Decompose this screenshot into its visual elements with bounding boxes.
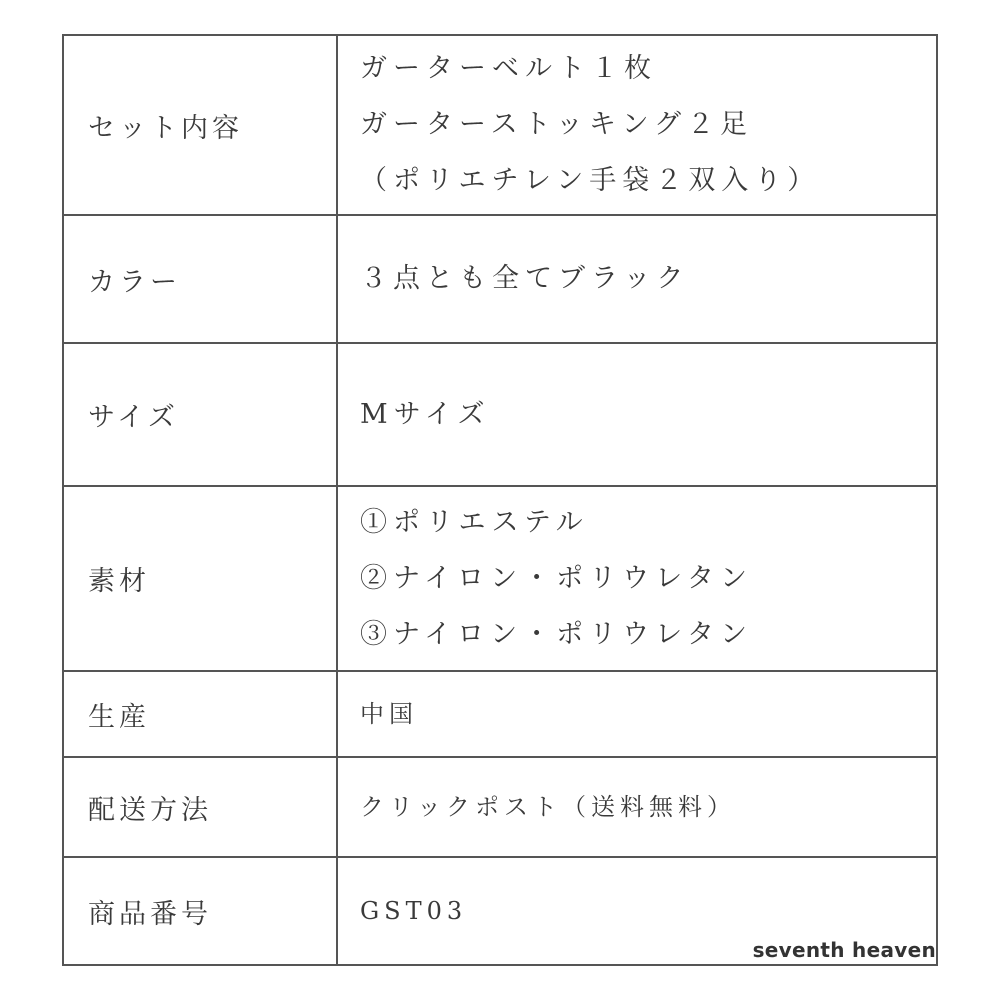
spec-value-line: GST03 <box>360 897 468 925</box>
spec-value-line: ③ナイロン・ポリウレタン <box>360 618 754 650</box>
spec-value-line: 中国 <box>360 700 418 728</box>
spec-label: 素材 <box>63 486 337 671</box>
spec-value-line: ①ポリエステル <box>360 506 589 538</box>
spec-value <box>337 215 937 343</box>
spec-label: サイズ <box>63 343 337 486</box>
spec-value <box>337 35 937 215</box>
spec-row-production <box>63 671 937 757</box>
spec-value-line: （ポリエチレン手袋２双入り） <box>360 165 821 196</box>
spec-value-line: ３点とも全てブラック <box>360 263 690 294</box>
spec-value <box>337 757 937 857</box>
spec-value-line: ガーターストッキング２足 <box>360 109 754 140</box>
spec-label: セット内容 <box>63 35 337 215</box>
spec-value-line: Mサイズ <box>360 398 491 430</box>
spec-value <box>337 671 937 757</box>
spec-value-line: ②ナイロン・ポリウレタン <box>360 562 754 594</box>
spec-row-color <box>63 215 937 343</box>
spec-value <box>337 343 937 486</box>
spec-value <box>337 486 937 671</box>
spec-label: 配送方法 <box>63 757 337 857</box>
spec-label: 生産 <box>63 671 337 757</box>
spec-value-line: クリックポスト（送料無料） <box>360 793 737 821</box>
spec-label: 商品番号 <box>63 857 337 965</box>
spec-row-set-contents <box>63 35 937 215</box>
spec-label: カラー <box>63 215 337 343</box>
spec-value-line: ガーターベルト１枚 <box>360 53 657 84</box>
brand-watermark: seventh heaven <box>752 938 936 962</box>
spec-row-material <box>63 486 937 671</box>
product-spec-table <box>62 34 938 966</box>
spec-row-size <box>63 343 937 486</box>
spec-row-shipping <box>63 757 937 857</box>
